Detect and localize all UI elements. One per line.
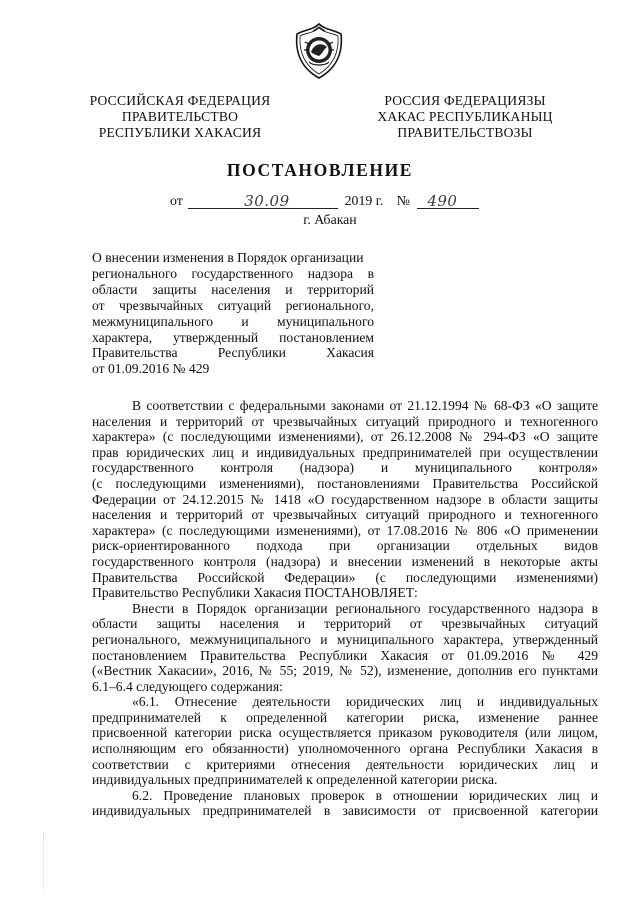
subject-line: области защиты населения и территорий [92,281,374,297]
number-sign: № [396,193,410,208]
body-line: 6.2. Проведение плановых проверок в отношении юридических лиц и [132,787,598,803]
body-line: риск-ориентированного подхода при организации отдельных видов [92,538,598,554]
body-line: населения и территорий от чрезвычайных ситуаций природного и техногенного [92,507,598,523]
header-left-line: РЕСПУБЛИКИ ХАКАСИЯ [98,125,262,140]
subject-line: характера, утвержденный постановлением [92,329,374,345]
body-line: предпринимателей к определенной категории риска, изменение раннее [92,709,598,725]
body-line: Правительства Российской Федерации» (с последующими изменениями) [92,569,598,585]
paragraph-item-6-2 [92,788,598,819]
header-left-block [85,93,275,141]
body-line: государственного контроля (надзора) и муниципального контроля» [92,460,598,476]
date-field [188,193,338,209]
body-line: В соответствии с федеральными законами от 21.12.1994 № 68-ФЗ «О защите [132,398,598,413]
body-line: постановлением Правительства Республики Хакасия от 01.09.2016 № 429 [92,647,598,663]
paragraph-resolution [92,601,598,695]
subject-line: от 01.09.2016 № 429 [92,361,210,377]
body-line: исполняющим его обязанности) уполномоченного органа Республики Хакасия в [92,741,598,757]
body-line: («Вестник Хакасии», 2016, № 55; 2019, № 52), изменение, дополнив его пунктами [92,663,598,679]
body-line: индивидуальных предпринимателей к определенной категории риска. [92,772,498,788]
body-line: (с последующими изменениями), постановлениями Правительства Российской [92,475,598,491]
city-line: г. Абакан [303,212,357,227]
header-right-line: ХАКАС РЕСПУБЛИКАНЫЦ [377,109,553,124]
body-line: прав юридических лиц и индивидуальных предпринимателей при осуществлении [92,444,598,460]
body-line: соответствии с критериями отнесения деятельности юридических лиц и [92,756,598,772]
date-number-line [170,193,479,209]
header-right-line: ПРАВИТЕЛЬСТВОЗЫ [397,125,533,140]
scan-margin-mark [43,832,47,892]
handwritten-date: 30.09 [244,192,290,210]
body-line: Федерации от 24.12.2015 № 1418 «О государственном надзоре в области защиты [92,491,598,507]
year-label: 2019 г. [344,193,384,208]
subject-line: О внесении изменения в Порядок организации [92,250,364,265]
body-line: регионального, межмуниципального и муниципального характера, утвержденный [92,631,598,647]
body-line: индивидуальных предпринимателей в зависимости от присвоенной категории [92,803,598,819]
body-line: населения и территорий от чрезвычайных ситуаций природного и техногенного [92,413,598,429]
subject-block [92,250,374,377]
subject-line: Правительства Республики Хакасия [92,345,374,361]
body-line: характера» (с последующими изменениями), от 17.08.2016 № 806 «О применении [92,522,598,538]
body-line: «6.1. Отнесение деятельности юридических лиц и индивидуальных [132,694,598,710]
document-type-title: ПОСТАНОВЛЕНИЕ [226,160,414,180]
subject-line: от чрезвычайных ситуаций регионального, [92,297,374,313]
body-line: характера» (с последующими изменениями), от 26.12.2008 № 294-ФЗ «О защите [92,429,598,445]
coat-of-arms-emblem [291,22,347,80]
header-right-block [370,93,560,141]
body-line: государственного контроля (надзора) и внесении изменений в некоторые акты [92,553,598,569]
body-line: присвоенной категории риска осуществляется приказом руководителя (или лицом, [92,725,598,741]
header-left-line: РОССИЙСКАЯ ФЕДЕРАЦИЯ [89,93,271,108]
header-right-line: РОССИЯ ФЕДЕРАЦИЯЗЫ [384,93,546,108]
document-body [92,398,598,819]
number-field [417,193,479,209]
paragraph-item-6-1 [92,694,598,788]
subject-line: регионального государственного надзора в [92,265,374,281]
subject-line: межмуниципального и муниципального [92,313,374,329]
body-line: области защиты населения и территорий от чрезвычайных ситуаций [92,616,598,632]
paragraph-preamble [92,398,598,601]
date-prefix: от [170,193,183,208]
body-line: 6.1–6.4 следующего содержания: [92,678,283,694]
header-left-line: ПРАВИТЕЛЬСТВО [121,109,239,124]
body-line: Внести в Порядок организации регионального государственного надзора в [132,600,598,616]
handwritten-number: 490 [427,192,458,210]
body-line: Правительство Республики Хакасия ПОСТАНОВЛЯЕТ: [92,585,418,601]
